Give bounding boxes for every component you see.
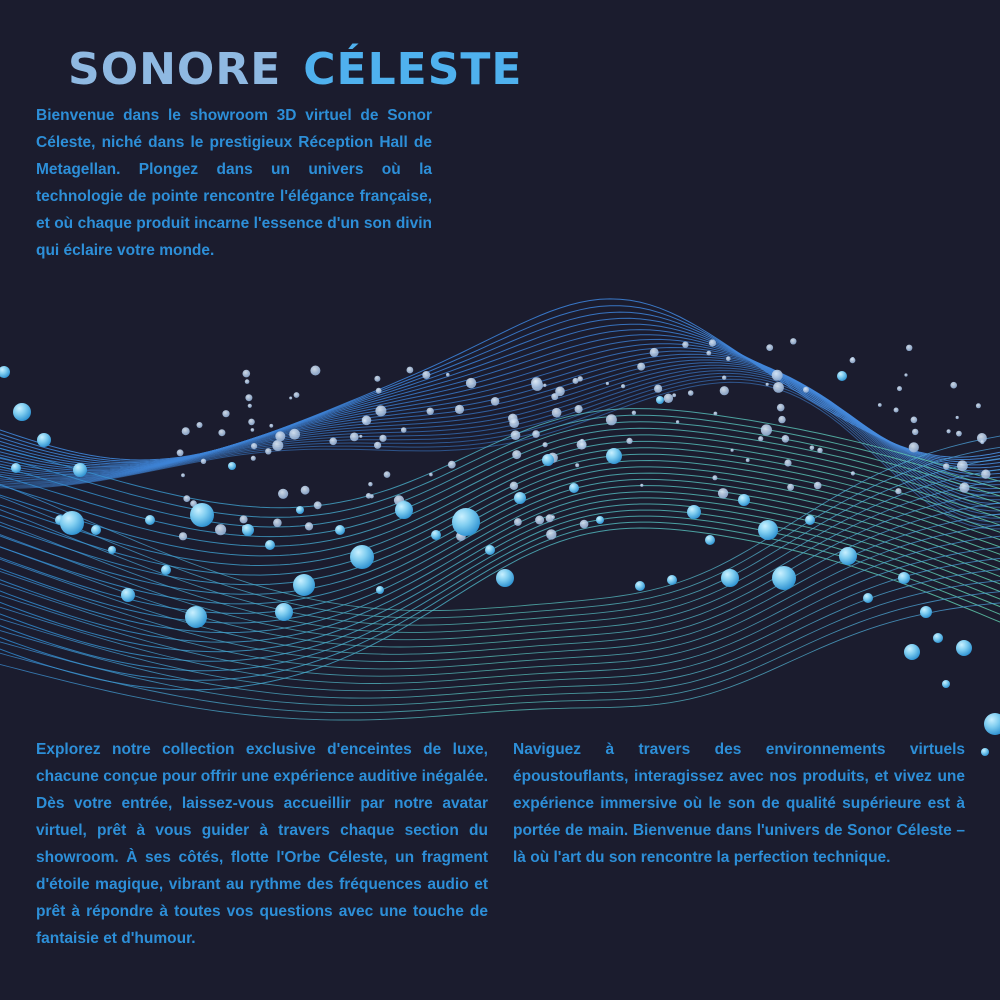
particle-dot <box>531 377 542 388</box>
bubble-orb <box>185 606 207 628</box>
particle-dot <box>248 419 255 426</box>
particle-dot <box>532 430 540 438</box>
particle-dot <box>766 344 773 351</box>
particle-dot <box>305 522 313 530</box>
particle-dot <box>773 382 784 393</box>
particle-dot <box>720 386 729 395</box>
particle-dot <box>676 420 679 423</box>
particle-dot <box>222 410 229 417</box>
particle-dot <box>761 424 772 435</box>
bubble-orb <box>37 433 51 447</box>
particle-dot <box>384 471 391 478</box>
particle-dot <box>294 392 300 398</box>
bubble-orb <box>839 547 857 565</box>
wave-line <box>0 435 1000 546</box>
particle-dot <box>579 442 587 450</box>
particle-dot <box>245 394 252 401</box>
bubble-orb <box>542 454 554 466</box>
particle-dot <box>269 424 273 428</box>
particle-dot <box>275 431 285 441</box>
particle-dot <box>573 378 579 384</box>
bubble-orb <box>293 574 315 596</box>
particle-dot <box>310 366 320 376</box>
particle-dot <box>375 405 386 416</box>
particle-dot <box>422 371 430 379</box>
title-word-celeste: CÉLESTE <box>303 44 523 95</box>
particle-dot <box>512 450 521 459</box>
bubble-orb <box>569 483 579 493</box>
collection-paragraph: Explorez notre collection exclusive d'enceintes de luxe, chacune conçue pour offrir une expérience auditive inégalée. Dès votre entrée, laissez-vous accueillir par notre avatar virtuel, prêt à vous guider à travers chaque section du showroom. À ses côtés, flotte l'Orbe Céleste, un fragment d'étoile magique, vibrant au rythme des fréquences audio et prêt à répondre à toutes vos questions avec une touche de fantaisie et d'humour. <box>36 741 488 947</box>
bubble-orb <box>920 606 932 618</box>
particle-dot <box>712 475 717 480</box>
particle-dot <box>289 397 292 400</box>
particle-dot <box>814 482 822 490</box>
particle-dot <box>790 338 796 344</box>
bubble-orb <box>496 569 514 587</box>
particle-dot <box>546 529 556 539</box>
particle-dot <box>850 357 856 363</box>
bubble-orb <box>190 503 214 527</box>
bubble-orb <box>91 525 101 535</box>
particle-dot <box>906 345 912 351</box>
particle-dot <box>575 405 583 413</box>
particle-dot <box>511 430 521 440</box>
bubble-orb <box>265 540 275 550</box>
wave-line <box>0 601 1000 720</box>
particle-dot <box>912 429 918 435</box>
bubble-orb <box>228 462 236 470</box>
particle-dot <box>784 459 791 466</box>
bubble-orb <box>984 713 1000 735</box>
bubble-orb <box>981 748 989 756</box>
particle-dot <box>514 518 522 526</box>
particle-dot <box>650 348 659 357</box>
bubble-orb <box>121 588 135 602</box>
wave-line <box>0 357 1000 496</box>
particle-dot <box>491 397 500 406</box>
bubble-orb <box>738 494 750 506</box>
bubble-orb <box>687 505 701 519</box>
particle-dot <box>787 484 794 491</box>
particle-dot <box>215 524 226 535</box>
particle-dot <box>731 449 734 452</box>
particle-dot <box>956 431 962 437</box>
particle-dot <box>251 456 256 461</box>
particle-dot <box>909 442 919 452</box>
bubble-orb <box>60 511 84 535</box>
particle-dot <box>374 442 381 449</box>
particle-dot <box>714 412 718 416</box>
bubble-orb <box>296 506 304 514</box>
particle-dot <box>957 460 968 471</box>
bubble-orb <box>863 593 873 603</box>
particle-dot <box>758 436 763 441</box>
particle-dot <box>575 463 579 467</box>
particle-dot <box>726 356 731 361</box>
particle-dot <box>427 408 434 415</box>
particle-dot <box>621 384 625 388</box>
particle-dot <box>777 404 785 412</box>
bubble-orb <box>11 463 21 473</box>
wave-line <box>0 330 1000 471</box>
bubble-orb <box>933 633 943 643</box>
particle-dot <box>947 429 951 433</box>
particle-dot <box>904 373 907 376</box>
bubble-orb <box>705 535 715 545</box>
particle-dot <box>446 373 450 377</box>
particle-dot <box>251 428 255 432</box>
particle-dot <box>911 417 918 424</box>
bubble-orb <box>758 520 778 540</box>
particle-dot <box>664 394 673 403</box>
particle-dot <box>772 370 783 381</box>
bubble-orb <box>13 403 31 421</box>
particle-dot <box>289 429 300 440</box>
particle-dot <box>183 495 190 502</box>
page-title <box>68 40 522 100</box>
bubble-orb <box>805 515 815 525</box>
particle-dot <box>455 405 464 414</box>
bubble-orb <box>73 463 87 477</box>
particle-dot <box>366 493 372 499</box>
particle-dot <box>956 416 959 419</box>
bubble-orb <box>667 575 677 585</box>
particle-dot <box>878 403 882 407</box>
particle-dot <box>746 458 750 462</box>
particle-dot <box>943 463 949 469</box>
wave-band-high <box>0 299 1000 529</box>
bubble-orb <box>898 572 910 584</box>
particle-dot <box>851 471 855 475</box>
particle-dot <box>688 390 694 396</box>
particle-dot <box>682 342 688 348</box>
particle-dot <box>265 448 271 454</box>
particle-dot <box>778 416 785 423</box>
bubble-orb <box>395 501 413 519</box>
particle-dot <box>376 388 382 394</box>
particle-dot <box>448 461 456 469</box>
particle-dot <box>218 429 225 436</box>
intro-paragraph: Bienvenue dans le showroom 3D virtuel de Sonor Céleste, niché dans le prestigieux Réception Hall de Metagellan. Plongez dans un univers où la technologie de pointe rencontre l'élégance française, et où chaque produit incarne l'essence d'un son divin qui éclaire votre monde. <box>36 107 432 259</box>
particle-dot <box>803 387 809 393</box>
particle-dot <box>552 408 562 418</box>
bubble-orb <box>350 545 374 569</box>
particle-dot <box>606 382 609 385</box>
particle-dot <box>245 379 250 384</box>
particle-dot <box>895 488 901 494</box>
particle-dot <box>782 435 790 443</box>
particle-dot <box>197 422 203 428</box>
bubble-orb <box>335 525 345 535</box>
particle-dot <box>368 482 372 486</box>
bubble-orb <box>452 508 480 536</box>
particle-dot <box>709 339 716 346</box>
bubble-orb <box>242 524 254 536</box>
particle-dot <box>950 382 957 389</box>
particle-dot <box>278 489 288 499</box>
particle-dot <box>672 393 676 397</box>
bubble-orb <box>656 396 664 404</box>
particle-dot <box>654 385 662 393</box>
bubble-orb <box>376 586 384 594</box>
bubble-orb <box>514 492 526 504</box>
particle-dot <box>722 376 726 380</box>
particle-dot <box>251 443 257 449</box>
wave-line <box>0 306 1000 462</box>
particle-dot <box>201 459 206 464</box>
particle-dot <box>637 363 645 371</box>
bubble-orb <box>772 566 796 590</box>
particle-dot <box>551 393 558 400</box>
bubble-orb <box>275 603 293 621</box>
wave-line <box>0 373 1000 518</box>
particle-dot <box>248 404 252 408</box>
particle-dot <box>606 414 617 425</box>
particle-dot <box>640 484 643 487</box>
particle-dot <box>401 427 407 433</box>
particle-dot <box>509 418 519 428</box>
wave-line <box>0 299 1000 460</box>
particle-dot <box>543 384 546 387</box>
bubble-orb <box>942 680 950 688</box>
title-word-sonore: SONORE <box>68 44 282 95</box>
navigation-paragraph: Naviguez à travers des environnements virtuels époustouflants, interagissez avec nos produits, et vivez une expérience immersive où le son de qualité supérieure est à portée de main. Bienvenue dans l'univers de Sonor Céleste – là où l'art du son rencontre la perfection technique. <box>513 741 965 866</box>
particle-dot <box>580 520 589 529</box>
particle-dot <box>706 351 711 356</box>
particle-dot <box>981 470 990 479</box>
bubble-orb <box>721 569 739 587</box>
particle-dot <box>179 532 187 540</box>
particle-dot <box>359 435 362 438</box>
particle-dot <box>551 515 555 519</box>
particle-dot <box>766 383 769 386</box>
bubble-orb <box>161 565 171 575</box>
bubble-orb <box>145 515 155 525</box>
particle-dot <box>632 411 636 415</box>
particle-dot <box>810 446 815 451</box>
particle-dot <box>817 448 822 453</box>
particle-dot <box>976 403 981 408</box>
particle-dot <box>379 435 386 442</box>
bubble-orb <box>904 644 920 660</box>
particle-dot <box>177 449 184 456</box>
particle-dot <box>301 486 310 495</box>
particle-dot <box>466 378 476 388</box>
particle-dot <box>429 473 433 477</box>
particle-dot <box>374 376 380 382</box>
bubble-orb <box>0 366 10 378</box>
particle-dot <box>407 367 414 374</box>
particle-dot <box>510 482 518 490</box>
particle-dot <box>897 386 902 391</box>
particle-dot <box>182 427 190 435</box>
particle-dot <box>181 473 185 477</box>
wave-line <box>0 379 1000 525</box>
particle-dot <box>273 519 282 528</box>
particle-dot <box>240 515 248 523</box>
particle-dot <box>959 483 969 493</box>
particle-dot <box>543 442 548 447</box>
bubble-orb <box>606 448 622 464</box>
particle-dot <box>718 488 728 498</box>
particle-dot <box>362 418 368 424</box>
wave-line <box>0 568 1000 698</box>
bubble-orb <box>485 545 495 555</box>
bubble-orb <box>956 640 972 656</box>
particle-dot <box>350 433 359 442</box>
particle-dot <box>272 440 283 451</box>
particle-dot <box>894 408 899 413</box>
particle-dot <box>329 438 337 446</box>
bubble-orb <box>108 546 116 554</box>
particle-dot <box>314 501 322 509</box>
bubble-orb <box>635 581 645 591</box>
particle-dot <box>243 370 251 378</box>
bubble-orb <box>596 516 604 524</box>
particle-dot <box>980 440 984 444</box>
bubble-orb <box>837 371 847 381</box>
particle-dot <box>535 516 544 525</box>
particle-dot <box>626 438 632 444</box>
bubble-orb <box>431 530 441 540</box>
